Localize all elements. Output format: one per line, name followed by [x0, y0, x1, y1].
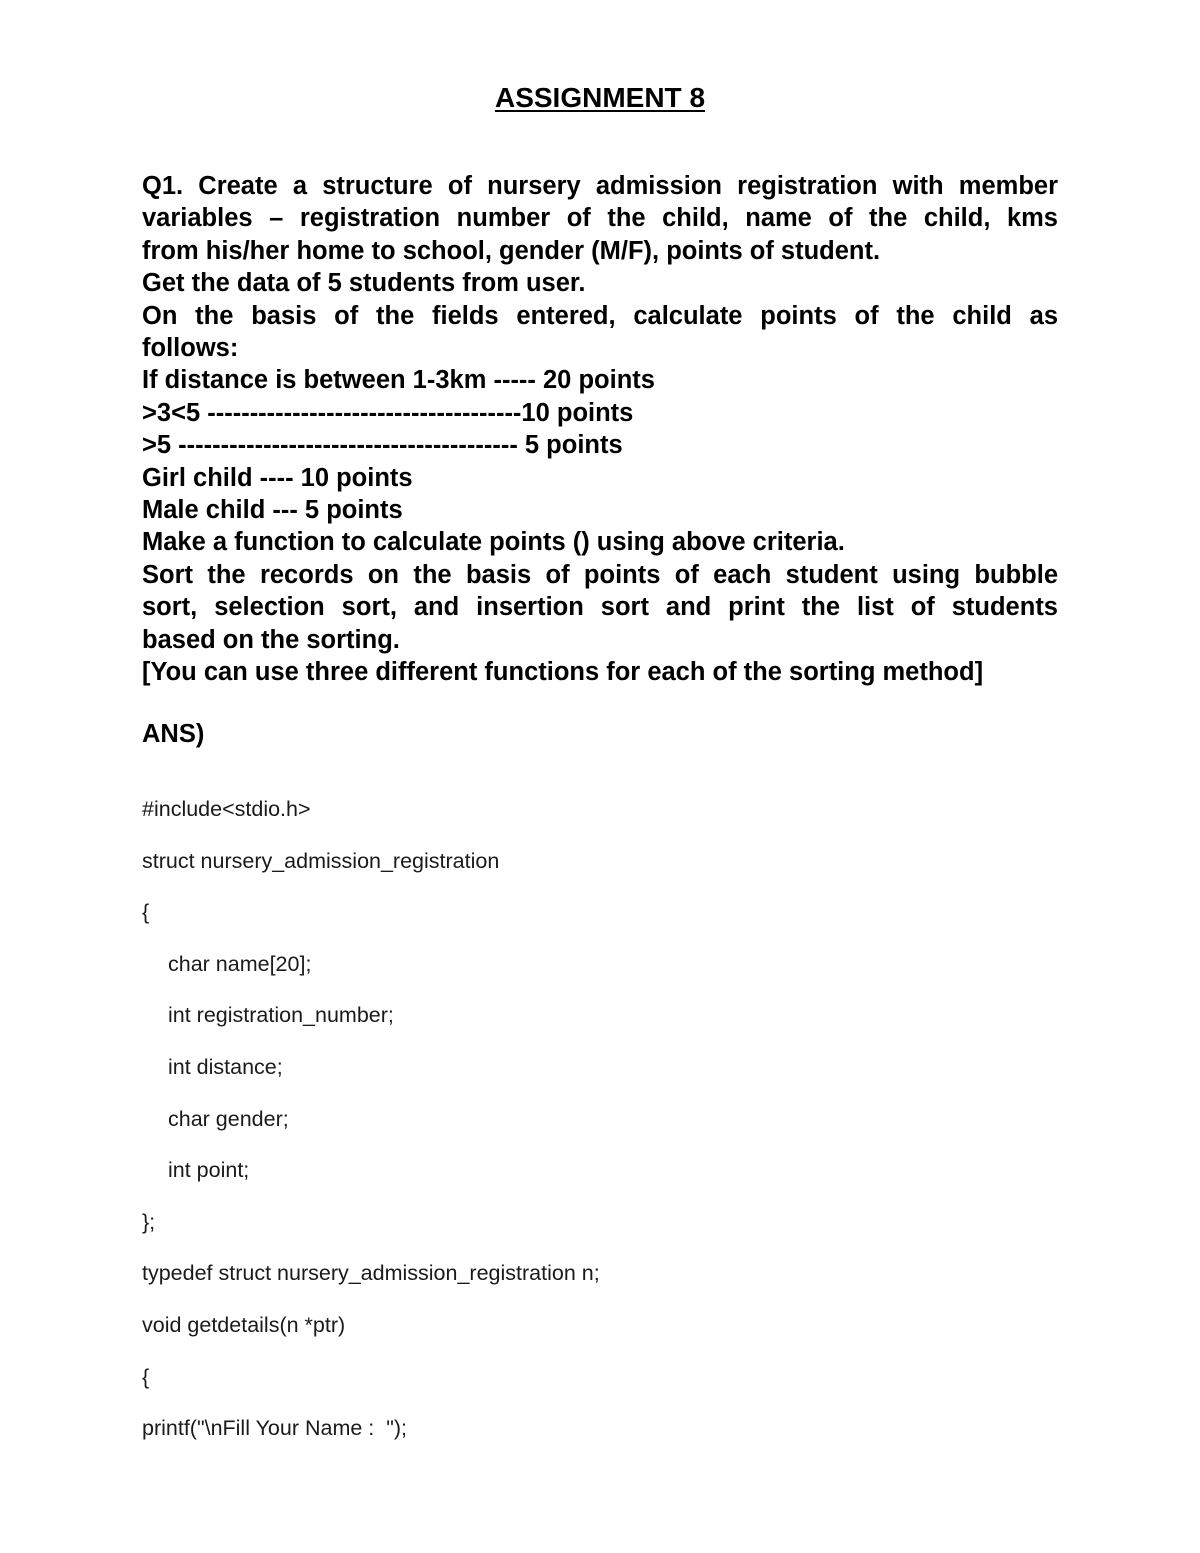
- question-line: Male child --- 5 points: [142, 496, 403, 525]
- code-line: typedef struct nursery_admission_registration n;: [142, 1261, 600, 1286]
- code-line: };: [142, 1209, 156, 1234]
- question-line: Get the data of 5 students from user.: [142, 269, 586, 298]
- question-line: >3<5 -------------------------------------10 points: [142, 398, 634, 427]
- question-line: On the basis of the fields entered, calculate points of the child as: [142, 301, 1058, 330]
- code-line: struct nursery_admission_registration: [142, 848, 500, 873]
- question-line: Girl child ---- 10 points: [142, 463, 413, 492]
- question-text: [142, 170, 1058, 689]
- question-line: sort, selection sort, and insertion sort and print the list of students: [142, 593, 1058, 622]
- assignment-title: ASSIGNMENT 8: [494, 82, 706, 113]
- question-line: >5 ---------------------------------------- 5 points: [142, 431, 623, 460]
- code-line: int distance;: [168, 1054, 283, 1079]
- question-line: Sort the records on the basis of points of each student using bubble: [142, 560, 1058, 589]
- code-line: char gender;: [168, 1106, 289, 1131]
- code-line: int point;: [168, 1158, 250, 1183]
- code-listing: [142, 784, 1102, 1455]
- code-line: #include<stdio.h>: [142, 797, 311, 821]
- code-line: int registration_number;: [168, 1003, 394, 1028]
- code-line: {: [142, 900, 150, 925]
- question-line: Q1. Create a structure of nursery admission registration with member: [142, 172, 1058, 200]
- code-line: printf("\nFill Your Name : ");: [142, 1416, 407, 1441]
- question-line: Make a function to calculate points () using above criteria.: [142, 528, 845, 557]
- question-line: variables – registration number of the child, name of the child, kms: [142, 204, 1058, 233]
- answer-label: ANS): [142, 720, 205, 748]
- question-line: If distance is between 1-3km ----- 20 points: [142, 366, 655, 395]
- question-line: [You can use three different functions for each of the sorting method]: [142, 658, 984, 687]
- question-line: based on the sorting.: [142, 625, 400, 654]
- code-line: {: [142, 1364, 150, 1389]
- code-line: char name[20];: [168, 951, 312, 976]
- question-line: follows:: [142, 334, 239, 363]
- question-line: from his/her home to school, gender (M/F), points of student.: [142, 236, 881, 265]
- code-line: void getdetails(n *ptr): [142, 1312, 346, 1337]
